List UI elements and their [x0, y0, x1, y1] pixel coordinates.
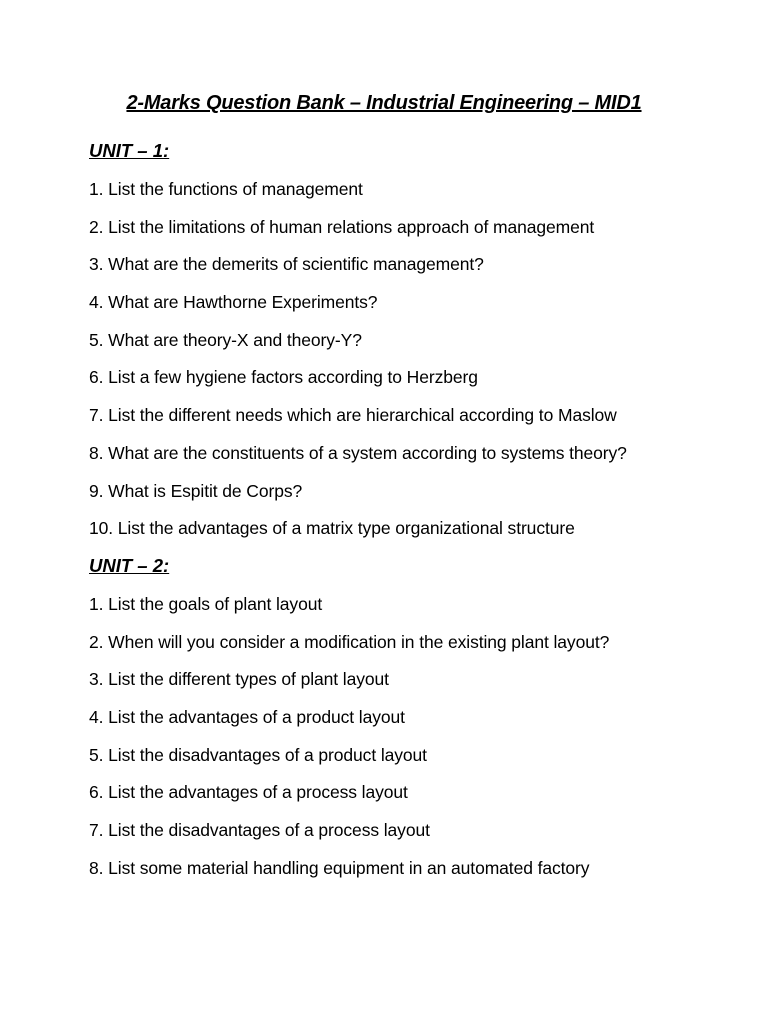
unit-2-question-8: 8. List some material handling equipment in an automated factory [89, 857, 590, 878]
unit-2-question-1: 1. List the goals of plant layout [89, 593, 323, 614]
unit-2-question-6: 6. List the advantages of a process layout [89, 782, 408, 803]
unit-1-question-8: 8. What are the constituents of a system according to systems theory? [89, 442, 627, 463]
document-content [89, 140, 729, 894]
unit-1-question-10: 10. List the advantages of a matrix type organizational structure [89, 518, 575, 539]
unit-1-question-6: 6. List a few hygiene factors according to Herzberg [89, 367, 478, 388]
unit-1-question-1: 1. List the functions of management [89, 179, 363, 199]
unit-2-question-5: 5. List the disadvantages of a product layout [89, 744, 427, 765]
unit-2-question-list [89, 593, 729, 879]
unit-2-question-3: 3. List the different types of plant layout [89, 669, 389, 690]
unit-2-heading: UNIT – 2: [89, 554, 170, 576]
unit-1-question-5: 5. What are theory-X and theory-Y? [89, 329, 362, 350]
unit-1-question-list [89, 178, 729, 539]
unit-1-question-7: 7. List the different needs which are hierarchical according to Maslow [89, 405, 617, 426]
unit-1-heading: UNIT – 1: [89, 140, 170, 161]
unit-2-question-2: 2. When will you consider a modification in the existing plant layout? [89, 631, 610, 652]
unit-1-question-9: 9. What is Espitit de Corps? [89, 480, 303, 501]
unit-1-question-4: 4. What are Hawthorne Experiments? [89, 292, 378, 313]
unit-2-question-7: 7. List the disadvantages of a process layout [89, 820, 430, 840]
unit-2-question-4: 4. List the advantages of a product layout [89, 706, 405, 727]
unit-1-question-2: 2. List the limitations of human relations approach of management [89, 216, 595, 237]
document-title: 2-Marks Question Bank – Industrial Engineering – MID1 [126, 92, 642, 114]
unit-1-question-3: 3. What are the demerits of scientific management? [89, 254, 484, 275]
